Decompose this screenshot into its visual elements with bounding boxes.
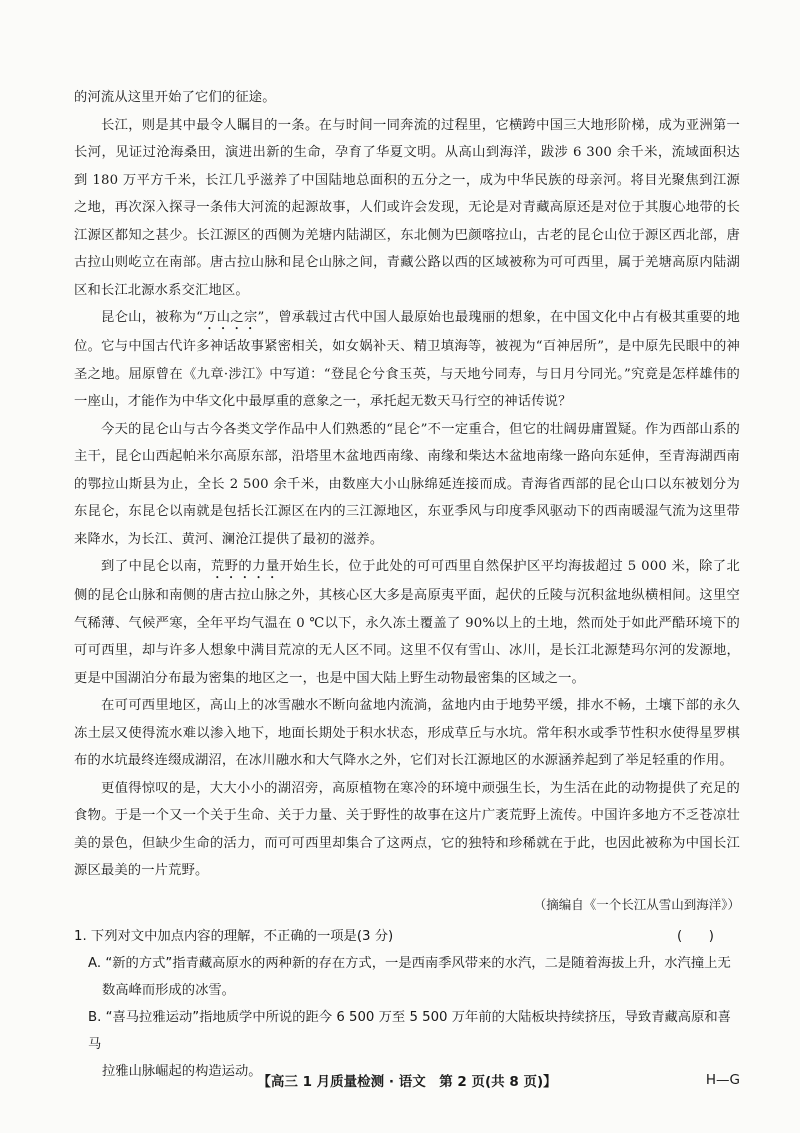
question-stem: 1. 下列对文中加点内容的理解，不正确的一项是(3 分) xyxy=(74,928,394,944)
reading-passage xyxy=(74,84,740,1085)
option-b-continuation: 拉雅山脉崛起的构造运动。 xyxy=(102,1063,262,1079)
source-citation: （摘编自《一个长江从雪山到海洋》） xyxy=(533,896,740,912)
text-segment: 到了中昆仑以南， xyxy=(101,559,211,574)
text-segment: ”，曾承载过古代中国人最原始也最瑰丽的想象，在中国文化中占有极其重要的地位。它与中国古代许多神话故事紧密相关，如女娲补天、精卫填海等，被视为“百神居所”，是中原先民眼中的神圣之地。屈原曾在《九章·涉江》中写道：“登昆仑兮食玉英，与天地兮同寿，与日月兮同光。”究竟是怎样雄伟的一座山，才能作为中华文化中最厚重的意象之一，承托起无数天马行空的神话传说？ xyxy=(74,310,740,409)
paragraph-yangtze: 长江，则是其中最令人瞩目的一条。在与时间一同奔流的过程里，它横跨中国三大地形阶梯，成为亚洲第一长河，见证过沧海桑田，演进出新的生命，孕育了华夏文明。从高山到海洋，跋涉 6 300 余千米，流域面积达到 180 万平方千米，长江几乎滋养了中国陆地总面积的五分之一，成为中华民族的母亲河。将目光聚焦到江源之地，再次深入探寻一条伟大河流的起源故事，人们或许会发现，无论是对青藏高原还是对位于其腹心地带的长江源区都知之甚少。长江源区的西侧为羌塘内陆湖区，东北侧为巴颜喀拉山，古老的昆仑山位于源区西北部，唐古拉山则屹立在南部。唐古拉山脉和昆仑山脉之间，青藏公路以西的区域被称为可可西里，属于羌塘高原内陆湖区和长江北源水系交汇地区。 xyxy=(74,117,740,298)
paragraph-wilderness: 更值得惊叹的是，大大小小的湖沼旁，高原植物在寒冷的环境中顽强生长，为生活在此的动物提供了充足的食物。于是一个又一个关于生命、关于力量、关于野性的故事在这片广袤荒野上流传。中国许多地方不乏苍凉壮美的景色，但缺少生命的活力，而可可西里却集合了这两点，它的独特和珍稀就在于此，也因此被称为中国长江源区最美的一片荒野。 xyxy=(74,780,740,878)
paragraph-continuation: 的河流从这里开始了它们的征途。 xyxy=(74,90,276,105)
option-a-continuation: 数高峰而形成的冰雪。 xyxy=(102,982,235,998)
text-segment: 开始生长，位于此处的可可西里自然保护区平均海拔超过 5 000 米，除了北侧的昆仑山脉和南侧的唐古拉山脉之外，其核心区大多是高原夷平面，起伏的丘陵与沉积盆地纵横相间。这里空气稀薄、气候严寒，全年平均气温在 0 ℃以下，永久冻土覆盖了 90%以上的土地，然而处于如此严酷环境下的可可西里，却与许多人想象中满目荒凉的无人区不同。这里不仅有雪山、冰川，是长江北源楚玛尔河的发源地，更是中国湖泊分布最为密集的地区之一，也是中国大陆上野生动物最密集的区域之一。 xyxy=(74,559,740,686)
paragraph-wetlands: 在可可西里地区，高山上的冰雪融水不断向盆地内流淌，盆地内由于地势平缓，排水不畅，土壤下部的永久冻土层又使得流水难以渗入地下，地面长期处于积水状态，形成草丘与水坑。常年积水或季节性积水使得星罗棋布的水坑最终连缀成湖沼，在冰川融水和大气降水之外，它们对长江源地区的水源涵养起到了举足轻重的作用。 xyxy=(74,698,740,768)
paragraph-hoh-xil xyxy=(74,553,740,692)
footer-code: H—G xyxy=(705,1072,740,1088)
page-footer xyxy=(74,1072,740,1088)
footer-page-info: 【高三 1 月质量检测 · 语文 第 2 页(共 8 页)】 xyxy=(257,1074,557,1090)
answer-blank: ( ) xyxy=(677,928,714,944)
text-segment: 昆仑山，被称为“ xyxy=(101,310,204,325)
paragraph-kunlun xyxy=(74,304,740,416)
paragraph-kunlun-today: 今天的昆仑山与古今各类文学作品中人们熟悉的“昆仑”不一定重合，但它的壮阔毋庸置疑。作为西部山系的主干，昆仑山西起帕米尔高原东部，沿塔里木盆地西南缘、南缘和柴达木盆地南缘一路向东延伸，至青海湖西南的鄂拉山斯县为止，全长 2 500 余千米，由数座大小山脉绵延连接而成。青海省西部的昆仑山口以东被划分为东昆仑，东昆仑以南就是包括长江源区在内的三江源地区，东亚季风与印度季风驱动下的西南暖湿气流为这里带来降水，为长江、黄河、澜沧江提供了最初的滋养。 xyxy=(74,421,740,547)
emphasized-phrase: 万山之宗 xyxy=(203,310,258,325)
question-stem-row xyxy=(74,923,740,950)
question-1 xyxy=(74,923,740,1085)
option-b: B. “喜马拉雅运动”指地质学中所说的距今 6 500 万至 5 500 万年前的大陆板块持续挤压，导致青藏高原和喜马 xyxy=(88,1009,731,1052)
emphasized-phrase: 荒野的力量 xyxy=(210,559,280,574)
option-a: A. “新的方式”指青藏高原水的两种新的存在方式，一是西南季风带来的水汽，二是随着海拔上升，水汽撞上无 xyxy=(88,955,731,971)
